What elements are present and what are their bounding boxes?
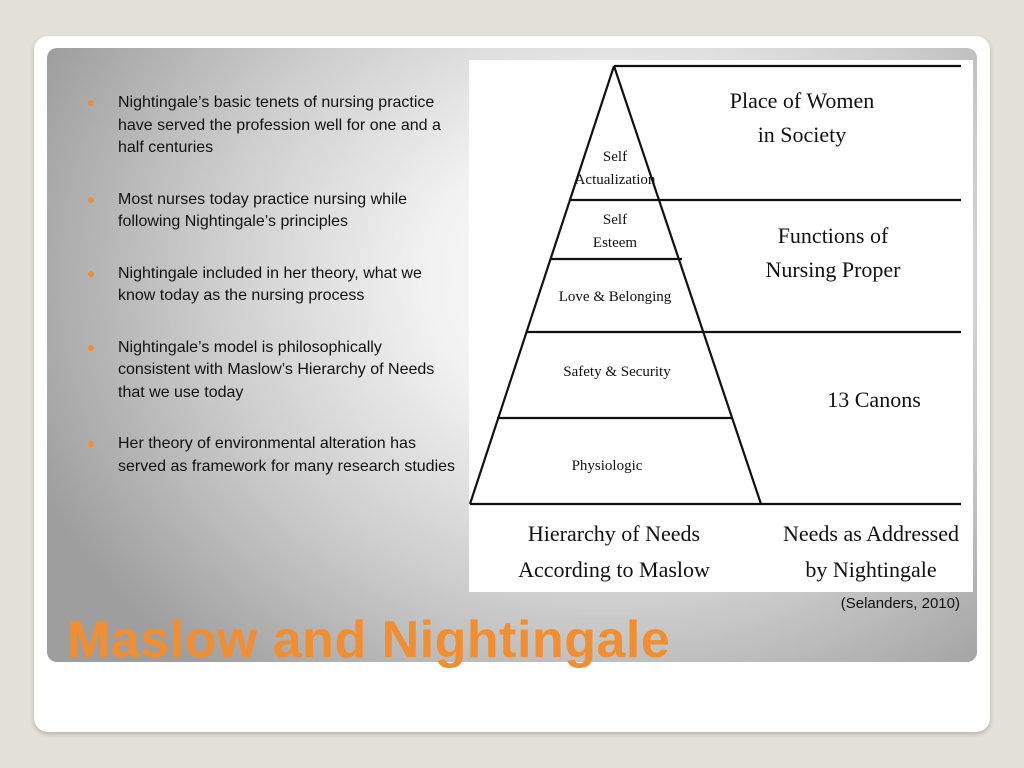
footer-right-line1: Needs as Addressed bbox=[783, 521, 959, 546]
bullet-dot-icon bbox=[88, 345, 94, 351]
pyramid-left-edge bbox=[470, 66, 614, 504]
level-safety-security: Safety & Security bbox=[563, 364, 671, 380]
bullet-item bbox=[88, 189, 458, 234]
citation: (Selanders, 2010) bbox=[840, 595, 960, 612]
level-self-esteem-line1: Self bbox=[602, 212, 628, 228]
label-place-of-women-line2: in Society bbox=[757, 122, 847, 147]
bullet-item bbox=[88, 92, 458, 160]
diagram-lines bbox=[470, 66, 961, 504]
footer-right-line2: by Nightingale bbox=[805, 557, 937, 582]
bullet-text: Nightingale’s model is philosophically consistent with Maslow’s Hierarchy of Needs that we use today bbox=[118, 338, 435, 401]
level-self-esteem-line2: Esteem bbox=[592, 235, 638, 251]
level-love-belonging: Love & Belonging bbox=[558, 289, 672, 305]
label-place-of-women-line1: Place of Women bbox=[729, 88, 875, 113]
bullet-dot-icon bbox=[88, 197, 94, 203]
bullet-text: Her theory of environmental alteration has served as framework for many research studies bbox=[118, 435, 456, 475]
level-self-actualization-line1: Self bbox=[602, 149, 628, 165]
maslow-nightingale-diagram bbox=[469, 60, 973, 592]
bullet-text: Nightingale included in her theory, what we know today as the nursing process bbox=[118, 264, 422, 304]
pyramid-right-edge bbox=[614, 66, 761, 504]
slide-title: Maslow and Nightingale bbox=[67, 611, 671, 669]
bullet-text: Nightingale’s basic tenets of nursing practice have served the profession well for one and a half centuries bbox=[118, 94, 441, 156]
label-functions-line2: Nursing Proper bbox=[765, 257, 901, 282]
footer-left-line2: According to Maslow bbox=[518, 557, 710, 582]
bullet-list bbox=[88, 92, 458, 507]
level-physiologic: Physiologic bbox=[571, 458, 643, 474]
footer-left-line1: Hierarchy of Needs bbox=[527, 521, 701, 546]
label-functions-line1: Functions of bbox=[777, 223, 889, 248]
level-self-actualization-line2: Actualization bbox=[574, 172, 656, 188]
bullet-dot-icon bbox=[88, 100, 94, 106]
diagram-svg bbox=[469, 60, 973, 592]
bullet-dot-icon bbox=[88, 271, 94, 277]
bullet-item bbox=[88, 433, 458, 478]
label-13-canons: 13 Canons bbox=[827, 387, 921, 412]
bullet-dot-icon bbox=[88, 441, 94, 447]
bullet-item bbox=[88, 337, 458, 405]
bullet-text: Most nurses today practice nursing while following Nightingale’s principles bbox=[118, 190, 408, 230]
bullet-item bbox=[88, 263, 458, 308]
